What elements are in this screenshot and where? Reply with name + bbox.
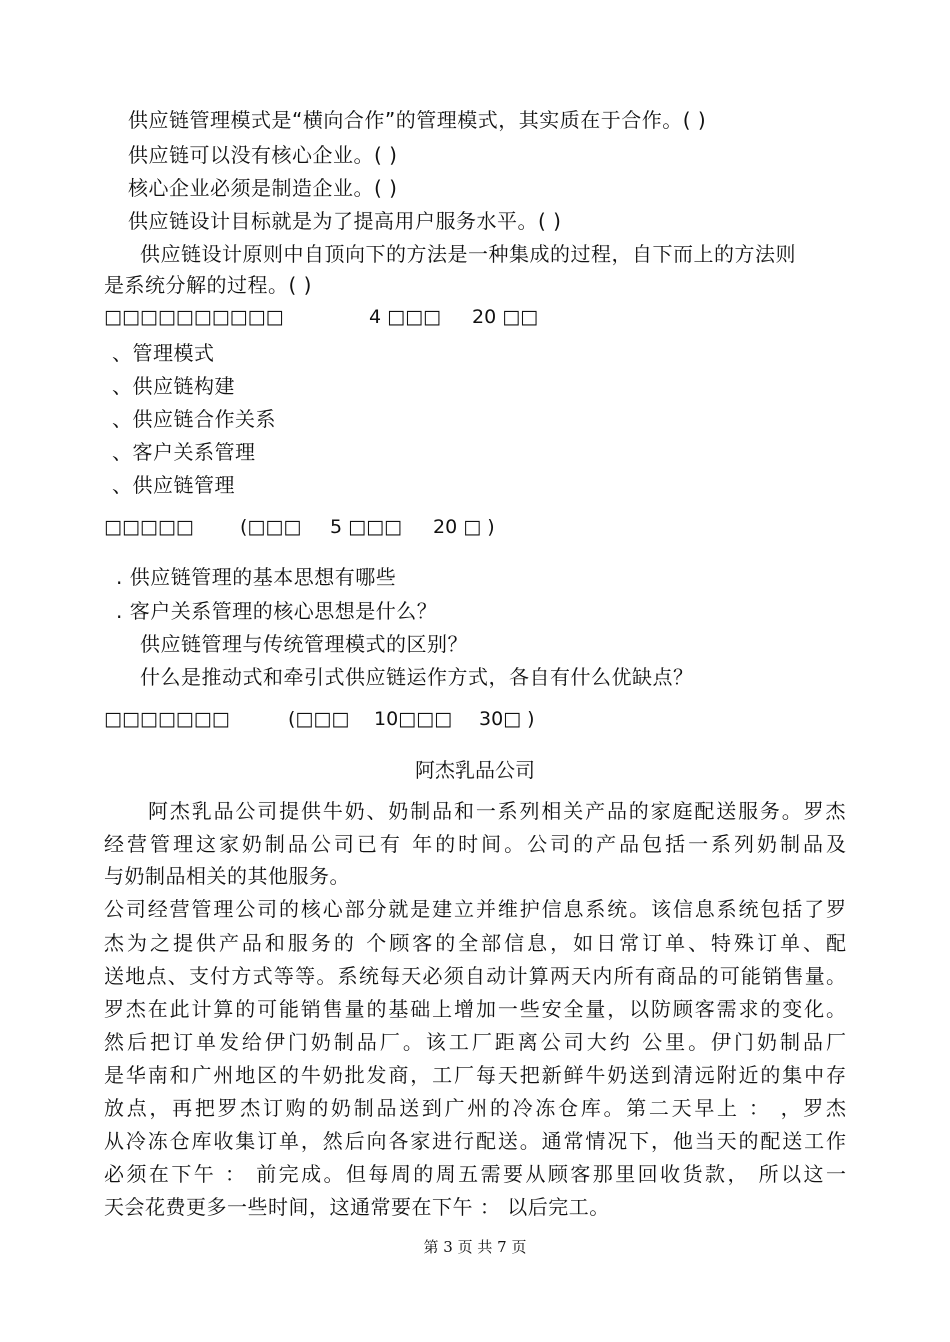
section-short-open: (□□□: [240, 516, 302, 538]
judgement-item-5-cont: 是系统分解的过程。( ): [104, 273, 312, 297]
case-line-11: 从冷冻仓库收集订单，然后向各家进行配送。通常情况下，他当天的配送工作: [104, 1129, 846, 1153]
case-line-1: 阿杰乳品公司提供牛奶、奶制品和一系列相关产品的家庭配送服务。罗杰: [148, 799, 846, 823]
judgement-item-2: 供应链可以没有核心企业。( ): [128, 143, 398, 167]
judgement-item-4: 供应链设计目标就是为了提高用户服务水平。( ): [128, 209, 562, 233]
case-line-6: 送地点、支付方式等等。系统每天必须自动计算两天内所有商品的可能销售量。: [104, 964, 846, 988]
short-question-4: 什么是推动式和牵引式供应链运作方式，各自有什么优缺点？: [140, 665, 694, 689]
case-line-3: 与奶制品相关的其他服务。: [104, 864, 350, 888]
case-line-5: 杰为之提供产品和服务的 个顾客的全部信息，如日常订单、特殊订单、配: [104, 931, 846, 955]
term-item-3: 、供应链合作关系: [112, 407, 276, 431]
case-line-12: 必须在下午 ： 前完成。但每周的周五需要从顾客那里回收货款， 所以这一: [104, 1162, 846, 1186]
section-short-count: 5 □□□: [330, 516, 402, 538]
section-short-points: 20 □ ): [433, 516, 495, 538]
case-line-2: 经营管理这家奶制品公司已有 年的时间。公司的产品包括一系列奶制品及: [104, 832, 846, 856]
case-title: 阿杰乳品公司: [415, 758, 535, 782]
case-line-10: 放点，再把罗杰订购的奶制品送到广州的冷冻仓库。第二天早上 ： ，罗杰: [104, 1096, 846, 1120]
section-terms-points: 20 □□: [472, 306, 539, 328]
case-line-4: 公司经营管理公司的核心部分就是建立并维护信息系统。该信息系统包括了罗: [104, 897, 846, 921]
short-question-2: . 客户关系管理的核心思想是什么？: [116, 599, 438, 623]
short-question-1: . 供应链管理的基本思想有哪些: [116, 565, 397, 589]
section-case-open: (□□□: [288, 708, 350, 730]
term-item-2: 、供应链构建: [112, 374, 235, 398]
page-footer: 第 3 页 共 7 页: [423, 1238, 527, 1256]
section-case-count: 10□□□: [374, 708, 453, 730]
term-item-4: 、客户关系管理: [112, 440, 256, 464]
term-item-5: 、供应链管理: [112, 473, 235, 497]
case-line-8: 然后把订单发给伊门奶制品厂。该工厂距离公司大约 公里。伊门奶制品厂: [104, 1030, 846, 1054]
section-case-points: 30□ ): [479, 708, 535, 730]
section-heading-terms: □□□□□□□□□□: [104, 306, 284, 328]
case-line-7: 罗杰在此计算的可能销售量的基础上增加一些安全量，以防顾客需求的变化。: [104, 997, 846, 1021]
section-heading-case: □□□□□□□: [104, 708, 230, 730]
short-question-3: 供应链管理与传统管理模式的区别？: [140, 632, 468, 656]
term-item-1: 、管理模式: [112, 341, 215, 365]
judgement-item-3: 核心企业必须是制造企业。( ): [128, 176, 398, 200]
case-line-13: 天会花费更多一些时间，这通常要在下午 ： 以后完工。: [104, 1195, 610, 1219]
section-heading-short: □□□□□: [104, 516, 194, 538]
judgement-item-5: 供应链设计原则中自顶向下的方法是一种集成的过程，自下而上的方法则: [140, 242, 796, 266]
case-line-9: 是华南和广州地区的牛奶批发商，工厂每天把新鲜牛奶送到清远附近的集中存: [104, 1063, 846, 1087]
judgement-item-1: 供应链管理模式是“横向合作”的管理模式，其实质在于合作。( ): [128, 108, 707, 132]
section-terms-count: 4 □□□: [369, 306, 441, 328]
